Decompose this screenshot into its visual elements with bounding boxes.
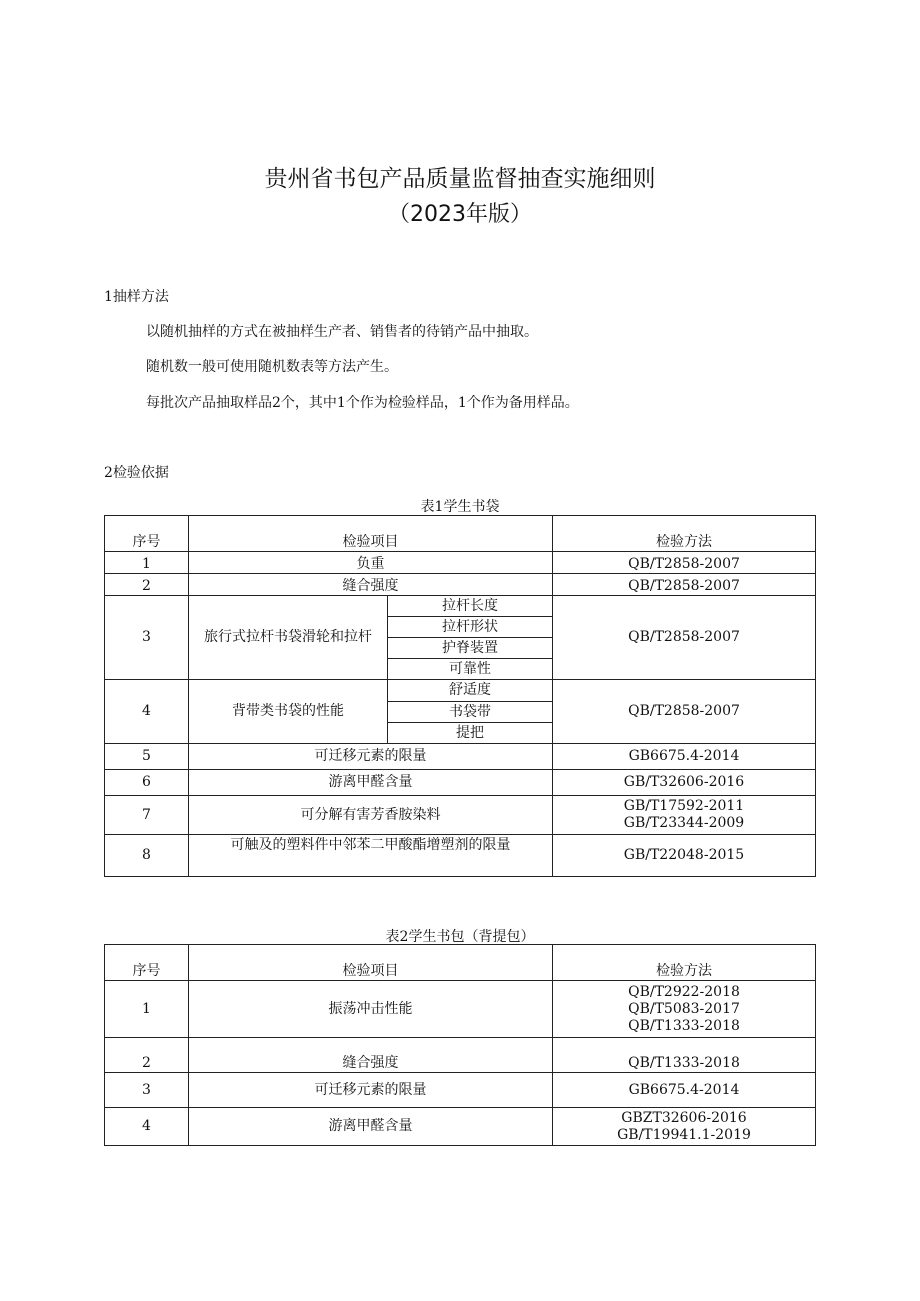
- method-line: QB/T1333-2018: [628, 1017, 740, 1034]
- table-row: [105, 1108, 816, 1146]
- inspection-item: 背带类书袋的性能: [189, 680, 388, 744]
- document-subtitle: （2023年版）: [388, 202, 532, 227]
- inspection-method: [553, 796, 816, 835]
- table-2-caption: 表2学生书包（背提包）: [385, 929, 535, 945]
- table-row: [105, 796, 816, 835]
- inspection-method: GB6675.4-2014: [553, 744, 816, 770]
- inspection-item: 缝合强度: [189, 1038, 553, 1073]
- row-number: 3: [105, 596, 189, 680]
- table-row: [105, 552, 816, 574]
- header-cell: 检验项目: [189, 945, 553, 981]
- table-row: [105, 1038, 816, 1073]
- inspection-method: QB/T2858-2007: [553, 680, 816, 744]
- inspection-item: 可迁移元素的限量: [189, 744, 553, 770]
- method-line: GB/T17592-2011: [623, 798, 745, 814]
- inspection-method: QB/T2858-2007: [553, 574, 816, 596]
- row-number: 4: [105, 1108, 189, 1146]
- inspection-method: [553, 1108, 816, 1146]
- paragraph: 以随机抽样的方式在被抽样生产者、销售者的待销产品中抽取。: [146, 324, 538, 340]
- row-number: 5: [105, 744, 189, 770]
- header-cell: 序号: [105, 945, 189, 981]
- inspection-method: QB/T1333-2018: [553, 1038, 816, 1073]
- section-2-heading: 2检验依据: [104, 465, 169, 481]
- table-header-row: [105, 945, 816, 981]
- table-row: [105, 835, 816, 877]
- inspection-method: QB/T2858-2007: [553, 552, 816, 574]
- table-header-row: [105, 516, 816, 552]
- row-number: 8: [105, 835, 189, 877]
- table-row: [105, 680, 816, 702]
- method-line: GBZT32606-2016: [621, 1109, 747, 1126]
- inspection-item: 可迁移元素的限量: [189, 1073, 553, 1108]
- inspection-method: GB/T22048-2015: [553, 835, 816, 877]
- header-cell: 检验方法: [553, 516, 816, 552]
- table-2: [104, 944, 816, 1146]
- table-row: [105, 1073, 816, 1108]
- row-number: 1: [105, 552, 189, 574]
- method-line: GB/T19941.1-2019: [617, 1126, 751, 1143]
- inspection-item: 振荡冲击性能: [189, 981, 553, 1038]
- table-1-caption: 表1学生书袋: [420, 499, 500, 515]
- sub-item: 护脊装置: [388, 638, 553, 659]
- row-number: 2: [105, 1038, 189, 1073]
- row-number: 4: [105, 680, 189, 744]
- method-line: QB/T2922-2018: [628, 983, 740, 1000]
- sub-item: 拉杆长度: [388, 596, 553, 617]
- inspection-method: GB/T32606-2016: [553, 770, 816, 796]
- sub-item: 可靠性: [388, 659, 553, 680]
- method-line: QB/T5083-2017: [628, 1000, 740, 1017]
- document-title: 贵州省书包产品质量监督抽查实施细则: [264, 166, 656, 192]
- header-cell: 检验方法: [553, 945, 816, 981]
- row-number: 2: [105, 574, 189, 596]
- table-row: [105, 744, 816, 770]
- paragraph: 每批次产品抽取样品2个，其中1个作为检验样品，1个作为备用样品。: [146, 395, 579, 411]
- row-number: 7: [105, 796, 189, 835]
- inspection-item: 旅行式拉杆书袋滑轮和拉杆: [189, 596, 388, 680]
- inspection-item: 游离甲醛含量: [189, 1108, 553, 1146]
- header-cell: 检验项目: [189, 516, 553, 552]
- inspection-item: 游离甲醛含量: [189, 770, 553, 796]
- table-row: [105, 770, 816, 796]
- method-line: GB/T23344-2009: [623, 815, 745, 831]
- inspection-item: 负重: [189, 552, 553, 574]
- inspection-method: QB/T2858-2007: [553, 596, 816, 680]
- paragraph: 随机数一般可使用随机数表等方法产生。: [146, 359, 398, 375]
- inspection-method: GB6675.4-2014: [553, 1073, 816, 1108]
- header-cell: 序号: [105, 516, 189, 552]
- sub-item: 舒适度: [388, 680, 553, 702]
- inspection-method: [553, 981, 816, 1038]
- sub-item: 提把: [388, 723, 553, 744]
- row-number: 1: [105, 981, 189, 1038]
- inspection-item: 缝合强度: [189, 574, 553, 596]
- row-number: 3: [105, 1073, 189, 1108]
- table-row: [105, 981, 816, 1038]
- table-row: [105, 574, 816, 596]
- table-row: [105, 596, 816, 617]
- inspection-item: 可触及的塑料件中邻苯二甲酸酯增塑剂的限量: [189, 835, 553, 877]
- row-number: 6: [105, 770, 189, 796]
- sub-item: 拉杆形状: [388, 617, 553, 638]
- section-1-heading: 1抽样方法: [104, 289, 169, 305]
- table-1: [104, 515, 816, 877]
- sub-item: 书袋带: [388, 702, 553, 723]
- inspection-item: 可分解有害芳香胺染料: [189, 796, 553, 835]
